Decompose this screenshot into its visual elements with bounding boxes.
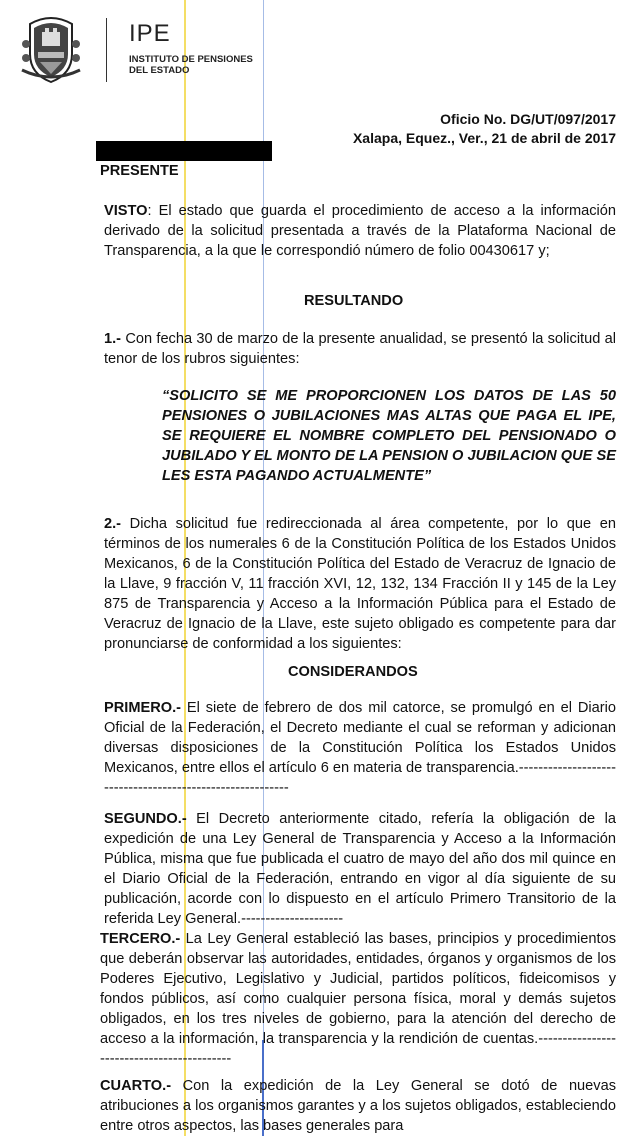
oficio-reference [353, 110, 616, 148]
oficio-place-date: Xalapa, Equez., Ver., 21 de abril de 2017 [352, 130, 616, 146]
primero-text: El siete de febrero de dos mil catorce, se promulgó en el Diario Oficial de la Federación, el Decreto mediante el cual se reforman y adicionan diversas disposiciones de la Constitución Política los Estados Unidos Mexicanos, entre ellos el artículo 6 en materia de transparencia.---------------------------------------------------------- [104, 700, 616, 796]
cuarto-text: Con la expedición de la Ley General se dotó de nuevas atribuciones a los organismos garantes y a los sujetos obligados, estableciendo entre otros aspectos, las bases generales para [100, 1078, 616, 1134]
oficio-number: Oficio No. DG/UT/097/2017 [440, 111, 616, 127]
tercero-label: TERCERO.- [100, 931, 181, 947]
point2-paragraph [104, 514, 616, 654]
coat-of-arms-logo [20, 14, 82, 84]
primero-paragraph [104, 698, 616, 798]
cuarto-label: CUARTO.- [100, 1078, 172, 1094]
request-quote: “SOLICITO SE ME PROPORCIONEN LOS DATOS DE LAS 50 PENSIONES O JUBILACIONES MAS ALTAS QUE PAGA EL IPE, SE REQUIERE EL NOMBRE COMPLETO DEL PENSIONADO O JUBILADO Y EL MONTO DE LA PENSION O JUBILACION QUE SE LES ESTA PAGANDO ACTUALMENTE” [162, 388, 616, 484]
primero-label: PRIMERO.- [104, 700, 182, 716]
visto-label: VISTO [104, 203, 148, 219]
point2-label: 2.- [104, 516, 122, 532]
considerandos-heading: CONSIDERANDOS [288, 664, 418, 680]
cuarto-paragraph [100, 1076, 616, 1136]
point2-text: Dicha solicitud fue redireccionada al área competente, por lo que en términos de los numerales 6 de la Constitución Política de los Estados Unidos Mexicanos, 6 de la Constitución Política del Estado de Veracruz de Ignacio de la Llave, 9 fracción V, 11 fracción XVI, 12, 132, 134 Fracción II y 145 de la Ley 875 de Transparencia y Acceso a la Información Pública para el Estado de Veracruz de Ignacio de la Llave, este sujeto obligado es competente para dar pronunciarse de conformidad a los siguientes: [104, 516, 616, 652]
segundo-text: El Decreto anteriormente citado, refería la obligación de la expedición de una Ley General de Transparencia y Acceso a la Información Pública, misma que fue publicada el cuatro de mayo del año dos mil quince en el Diario Oficial de la Federación, entrando en vigor al día siguiente de su publicación, acorde con lo dispuesto en el artículo Primero Transitorio de la referida Ley General.--------------------- [104, 811, 616, 927]
tercero-paragraph [100, 929, 616, 1069]
org-short-name: IPE [129, 20, 171, 47]
visto-paragraph [104, 201, 616, 261]
point1-label: 1.- [104, 331, 122, 347]
tercero-text: La Ley General estableció las bases, principios y procedimientos que deberán observar las autoridades, entidades, órganos y organismos de los Poderes Ejecutivo, Legislativo y Judicial, partidos políticos, fideicomisos y fondos públicos, así como cualquier persona física, moral y demás sujetos obligados, en los tres niveles de gobierno, para la atención del derecho de acceso a la información, la transparencia y la rendición de cuentas.------------------------------------------- [100, 931, 616, 1067]
redaction-bar [96, 141, 272, 161]
resultando-heading: RESULTANDO [304, 293, 404, 309]
visto-text: : El estado que guarda el procedimiento de acceso a la información derivado de la solicitud presentada a través de la Plataforma Nacional de Transparencia, a la que le correspondió número de folio 00430617 y; [104, 203, 616, 259]
segundo-label: SEGUNDO.- [104, 811, 187, 827]
point1-text: Con fecha 30 de marzo de la presente anualidad, se presentó la solicitud al tenor de los rubros siguientes: [104, 331, 616, 367]
header-divider [106, 18, 107, 82]
segundo-paragraph [104, 809, 616, 929]
point1-paragraph [104, 329, 616, 369]
presente-heading: PRESENTE [100, 163, 179, 179]
org-full-name: INSTITUTO DE PENSIONES DEL ESTADO [129, 54, 253, 76]
